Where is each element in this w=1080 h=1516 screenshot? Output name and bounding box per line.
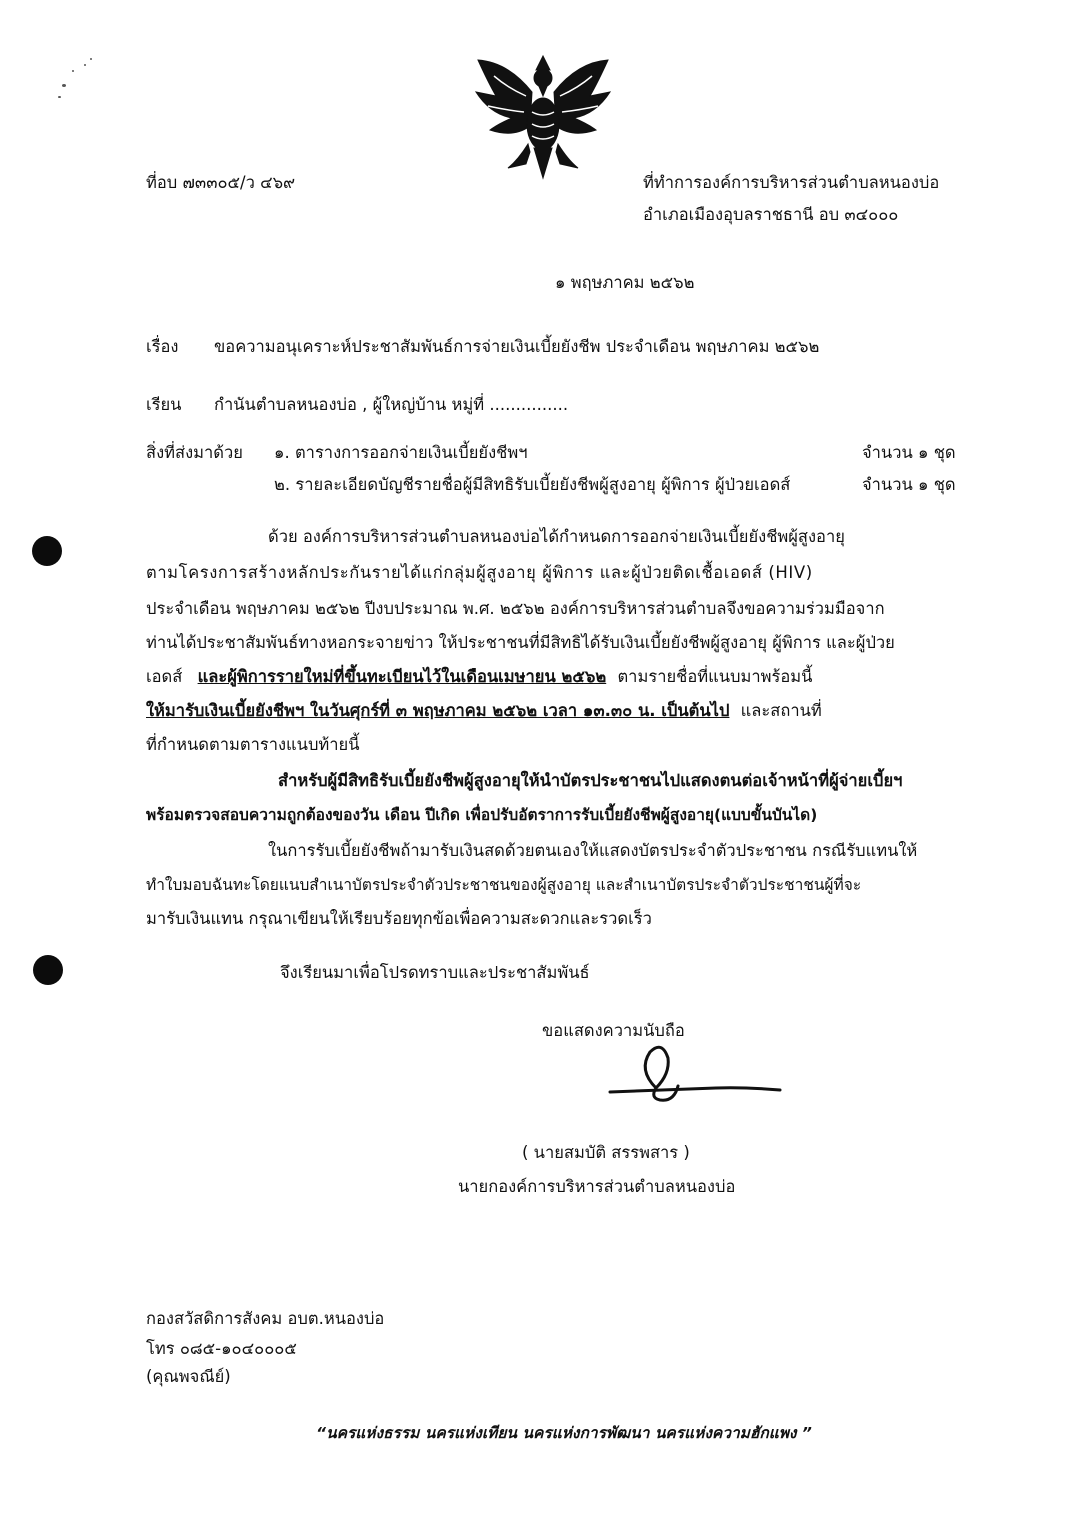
signatory-position: นายกองค์การบริหารส่วนตำบลหนองบ่อ bbox=[458, 1177, 736, 1196]
enclosure-item-1: ๑. ตารางการออกจ่ายเงินเบี้ยยังชีพฯ bbox=[274, 443, 528, 462]
subject-label: เรื่อง bbox=[146, 337, 179, 356]
recipient-label: เรียน bbox=[146, 395, 182, 414]
punch-hole-bottom bbox=[33, 955, 63, 985]
sender-address-line2: อำเภอเมืองอุบลราชธานี อบ ๓๔๐๐๐ bbox=[643, 205, 899, 224]
enclosures-label: สิ่งที่ส่งมาด้วย bbox=[146, 443, 243, 462]
sender-address-line1: ที่ทำการองค์การบริหารส่วนตำบลหนองบ่อ bbox=[643, 173, 940, 192]
body-p1-line6 bbox=[146, 698, 822, 724]
footer-department: กองสวัสดิการสังคม อบต.หนองบ่อ bbox=[146, 1309, 385, 1328]
body-p1-line2: ตามโครงการสร้างหลักประกันรายได้แก่กลุ่มผู้สูงอายุ ผู้พิการ และผู้ป่วยติดเชื้อเอดส์ (HIV) bbox=[146, 563, 813, 582]
body-p2-line1: สำหรับผู้มีสิทธิรับเบี้ยยังชีพผู้สูงอายุให้นำบัตรประชาชนไปแสดงตนต่อเจ้าหน้าที่ผู้จ่ายเบี้ยฯ bbox=[278, 771, 903, 790]
enclosure-item-2: ๒. รายละเอียดบัญชีรายชื่อผู้มีสิทธิรับเบี้ยยังชีพผู้สูงอายุ ผู้พิการ ผู้ป่วยเอดส์ bbox=[274, 475, 791, 494]
subject-text: ขอความอนุเคราะห์ประชาสัมพันธ์การจ่ายเงินเบี้ยยังชีพ ประจำเดือน พฤษภาคม ๒๕๖๒ bbox=[214, 337, 820, 356]
body-p3-line1: ในการรับเบี้ยยังชีพถ้ามารับเงินสดด้วยตนเองให้แสดงบัตรประจำตัวประชาชน กรณีรับแทนให้ bbox=[268, 841, 918, 860]
footer-contact: (คุณพจณีย์) bbox=[146, 1367, 231, 1386]
punch-hole-top bbox=[32, 536, 62, 566]
body-p1-line5 bbox=[146, 664, 812, 690]
body-p1-line3: ประจำเดือน พฤษภาคม ๒๕๖๒ ปีงบประมาณ พ.ศ. ๒๕๖๒ องค์การบริหารส่วนตำบลจึงขอความร่วมมือจาก bbox=[146, 599, 885, 618]
body-p1-line1: ด้วย องค์การบริหารส่วนตำบลหนองบ่อได้กำหนดการออกจ่ายเงินเบี้ยยังชีพผู้สูงอายุ bbox=[268, 527, 845, 546]
body-p1-line4: ท่านได้ประชาสัมพันธ์ทางหอกระจายข่าว ให้ประชาชนที่มีสิทธิได้รับเงินเบี้ยยังชีพผู้สูงอายุ ผู้พิการ และผู้ป่วย bbox=[146, 633, 895, 652]
body-p1-line7: ที่กำหนดตามตารางแนบท้ายนี้ bbox=[146, 735, 360, 754]
body-p1-line5-start: เอดส์ bbox=[146, 667, 183, 686]
body-p3-line2: ทำใบมอบฉันทะโดยแนบสำเนาบัตรประจำตัวประชาชนของผู้สูงอายุ และสำเนาบัตรประจำตัวประชาชนผู้ที่จะ bbox=[146, 876, 862, 894]
footer-motto: “นครแห่งธรรม นครแห่งเทียน นครแห่งการพัฒนา นครแห่งความฮักแพง ” bbox=[316, 1424, 812, 1442]
reference-number: ที่อบ ๗๓๓๐๕/ว ๔๖๙ bbox=[146, 173, 296, 192]
salutation: ขอแสดงความนับถือ bbox=[542, 1021, 685, 1040]
enclosure-qty-1: จำนวน ๑ ชุด bbox=[862, 443, 956, 462]
footer-phone: โทร ๐๘๕-๑๐๔๐๐๐๕ bbox=[146, 1339, 297, 1358]
payment-date-note: ให้มารับเงินเบี้ยยังชีพฯ ในวันศุกร์ที่ ๓ พฤษภาคม ๒๕๖๒ เวลา ๑๓.๓๐ น. เป็นต้นไป bbox=[146, 701, 730, 720]
closing-sentence: จึงเรียนมาเพื่อโปรดทราบและประชาสัมพันธ์ bbox=[280, 963, 590, 982]
recipient-text: กำนันตำบลหนองบ่อ , ผู้ใหญ่บ้าน หมู่ที่ ............... bbox=[214, 395, 569, 414]
garuda-emblem-icon bbox=[468, 52, 618, 184]
body-p1-line5-end: ตามรายชื่อที่แนบมาพร้อมนี้ bbox=[617, 667, 813, 686]
signature-mark bbox=[604, 1040, 784, 1110]
body-p2-line2: พร้อมตรวจสอบความถูกต้องของวัน เดือน ปีเกิด เพื่อปรับอัตราการรับเบี้ยยังชีพผู้สูงอายุ(แบบขั้นบันได) bbox=[146, 806, 818, 824]
enclosure-qty-2: จำนวน ๑ ชุด bbox=[862, 475, 956, 494]
new-disabled-registration-note: และผู้พิการรายใหม่ที่ขึ้นทะเบียนไว้ในเดือนเมษายน ๒๕๖๒ bbox=[197, 667, 607, 686]
body-p3-line3: มารับเงินแทน กรุณาเขียนให้เรียบร้อยทุกข้อเพื่อความสะดวกและรวดเร็ว bbox=[146, 909, 652, 928]
document-date: ๑ พฤษภาคม ๒๕๖๒ bbox=[555, 273, 695, 292]
signatory-name: ( นายสมบัติ สรรพสาร ) bbox=[522, 1143, 690, 1162]
body-p1-line6-end: และสถานที่ bbox=[740, 701, 822, 720]
